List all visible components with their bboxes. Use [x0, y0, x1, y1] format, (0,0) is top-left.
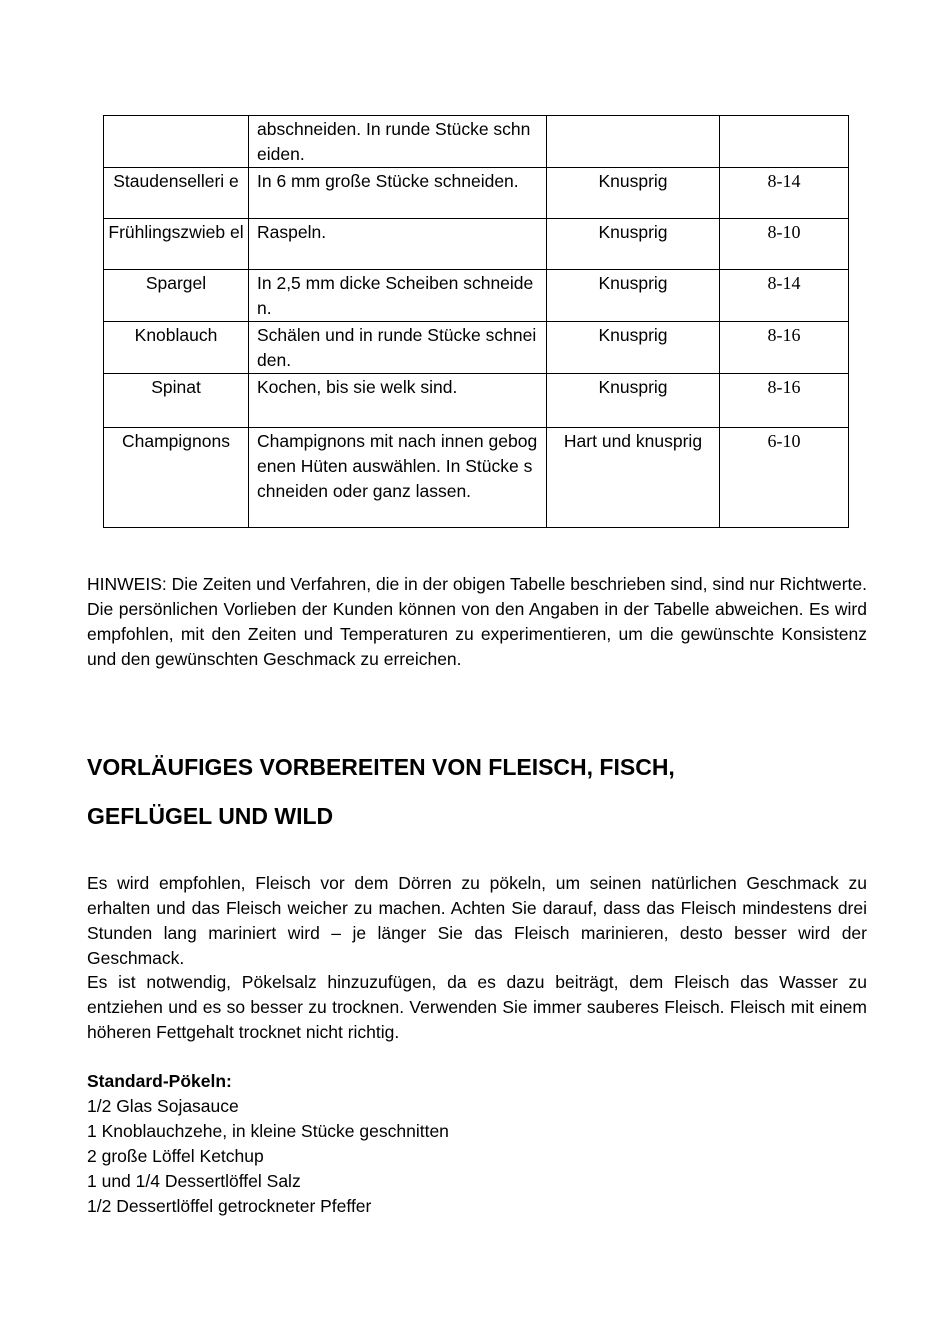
recipe-title: Standard-Pökeln: — [87, 1071, 232, 1091]
result-cell: Knusprig — [547, 322, 720, 374]
preparation-cell: Kochen, bis sie welk sind. — [249, 374, 547, 428]
preparation-cell: In 2,5 mm dicke Scheiben schneiden. — [249, 270, 547, 322]
preparation-cell: Champignons mit nach innen gebogenen Hüten auswählen. In Stücke schneiden oder ganz lassen. — [249, 428, 547, 528]
recipe-ingredient: 1 und 1/4 Dessertlöffel Salz — [87, 1171, 301, 1191]
vegetable-name-cell — [104, 116, 249, 168]
time-cell: 8-14 — [720, 270, 849, 322]
time-cell: 8-16 — [720, 374, 849, 428]
result-cell: Hart und knusprig — [547, 428, 720, 528]
table-row — [104, 116, 849, 168]
time-cell: 8-14 — [720, 168, 849, 219]
result-cell: Knusprig — [547, 374, 720, 428]
table-row — [104, 374, 849, 428]
result-cell: Knusprig — [547, 219, 720, 270]
preparation-cell: abschneiden. In runde Stücke schneiden. — [249, 116, 547, 168]
result-cell: Knusprig — [547, 270, 720, 322]
vegetable-name-cell: Spargel — [104, 270, 249, 322]
time-cell: 6-10 — [720, 428, 849, 528]
time-cell: 8-10 — [720, 219, 849, 270]
section-heading-line-2: GEFLÜGEL UND WILD — [87, 803, 334, 829]
table-row — [104, 168, 849, 219]
recipe-ingredient: 1/2 Dessertlöffel getrockneter Pfeffer — [87, 1196, 372, 1216]
vegetable-name-cell: Champignons — [104, 428, 249, 528]
drying-table — [103, 115, 849, 528]
table-row — [104, 219, 849, 270]
table-row — [104, 270, 849, 322]
section-heading-line-1: VORLÄUFIGES VORBEREITEN VON FLEISCH, FISCH, — [87, 754, 675, 780]
body-paragraph-2: Es ist notwendig, Pökelsalz hinzuzufügen, da es dazu beiträgt, dem Fleisch das Wasser zu entziehen und es so besser zu trocknen. Verwenden Sie immer sauberes Fleisch. Fleisch mit einem höheren Fettgehalt trocknet nicht richtig. — [87, 972, 867, 1042]
recipe-ingredient: 1/2 Glas Sojasauce — [87, 1096, 239, 1116]
body-paragraph-1: Es wird empfohlen, Fleisch vor dem Dörren zu pökeln, um seinen natürlichen Geschmack zu erhalten und das Fleisch weicher zu machen. Achten Sie darauf, dass das Fleisch mindestens drei Stunden lang mariniert wird – je länger Sie das Fleisch marinieren, desto besser wird der Geschmack. — [87, 873, 867, 968]
result-cell — [547, 116, 720, 168]
vegetable-name-cell: Staudenselleri e — [104, 168, 249, 219]
table-row — [104, 428, 849, 528]
vegetable-name-cell: Spinat — [104, 374, 249, 428]
note-paragraph: HINWEIS: Die Zeiten und Verfahren, die in der obigen Tabelle beschrieben sind, sind nur Richtwerte. Die persönlichen Vorlieben der Kunden können von den Angaben in der Tabelle abweichen. Es wird empfohlen, mit den Zeiten und Temperaturen zu experimentieren, um die gewünschte Konsistenz und den gewünschten Geschmack zu erreichen. — [87, 574, 867, 669]
time-cell: 8-16 — [720, 322, 849, 374]
preparation-cell: Schälen und in runde Stücke schneiden. — [249, 322, 547, 374]
result-cell: Knusprig — [547, 168, 720, 219]
recipe-ingredient: 2 große Löffel Ketchup — [87, 1146, 264, 1166]
vegetable-name-cell: Knoblauch — [104, 322, 249, 374]
vegetable-name-cell: Frühlingszwieb el — [104, 219, 249, 270]
table-row — [104, 322, 849, 374]
recipe-block — [87, 1069, 867, 1219]
time-cell — [720, 116, 849, 168]
preparation-cell: Raspeln. — [249, 219, 547, 270]
recipe-ingredient: 1 Knoblauchzehe, in kleine Stücke geschnitten — [87, 1121, 449, 1141]
preparation-cell: In 6 mm große Stücke schneiden. — [249, 168, 547, 219]
